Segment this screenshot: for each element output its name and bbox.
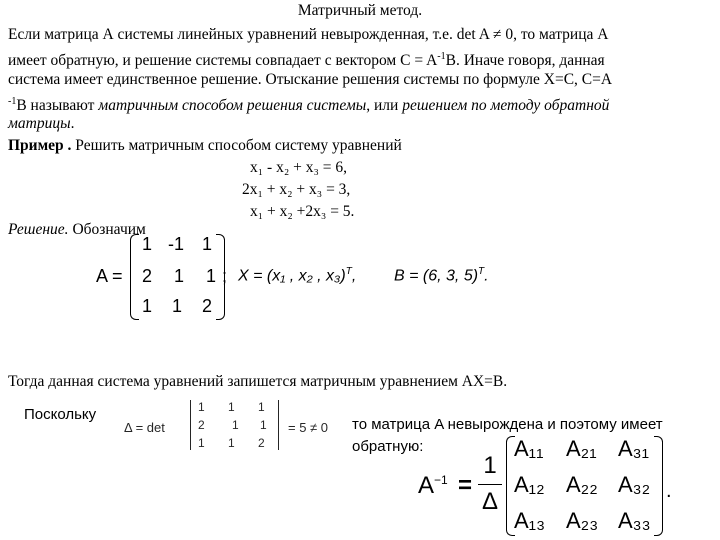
determinant-expression — [120, 398, 360, 452]
right-bracket — [654, 436, 663, 536]
paragraph-line-3: система имеет единственное решение. Отыскание решения системы по формуле X=C, C=A — [8, 71, 613, 88]
det-left-bar — [190, 400, 191, 450]
equation-2: 2x₁ + x₂ + x₃ = 3, — [242, 181, 351, 198]
example-line: Пример . Решить матричным способом систему уравнений — [8, 137, 402, 154]
cofactor-cell: A₂₂ — [566, 472, 598, 497]
cofactor-cell: A₂₁ — [566, 436, 597, 461]
det-prefix: Δ = det — [124, 420, 165, 435]
paragraph-line-4: $^{-1}$B называют матричным способом решения системы, или решением по методу обратной — [8, 96, 610, 115]
matrix-cell: 2 — [142, 266, 153, 286]
solution-line: Решение. Обозначим — [8, 221, 146, 238]
inverse-lhs: $A^{-1}$ — [418, 472, 448, 499]
det-cell: 1 — [258, 400, 265, 414]
det-cell: 1 — [228, 400, 235, 414]
det-cell: 1 — [232, 418, 239, 432]
paragraph-line-5: матрицы. — [8, 115, 75, 132]
cofactor-cell: A₁₁ — [514, 436, 544, 461]
det-cell: 2 — [198, 418, 205, 432]
trailing-dot: . — [666, 480, 672, 502]
matrix-cell: 1 — [174, 266, 185, 286]
fraction-bar — [478, 484, 502, 485]
inverse-equals: = — [458, 472, 473, 499]
det-cell: 1 — [260, 418, 267, 432]
vector-x-definition: X = (x₁ , x₂ , x₃)$^T$, — [238, 266, 357, 285]
cofactor-cell: A₁₃ — [514, 508, 546, 533]
matrix-cell: 1 — [142, 296, 153, 316]
separator: ; — [222, 266, 228, 286]
det-cell: 1 — [198, 436, 205, 450]
vector-b-definition: B = (6, 3, 5)$^T$. — [394, 266, 489, 285]
inverse-matrix-formula — [414, 432, 684, 538]
cofactor-cell: A₁₂ — [514, 472, 545, 497]
matrix-cell: 1 — [202, 234, 213, 254]
paragraph-line-1: Если матрица А системы линейных уравнений невырожденная, т.е. det A ≠ 0, то матрица А — [8, 26, 609, 43]
cofactor-cell: A₃₂ — [618, 472, 651, 497]
det-cell: 1 — [198, 400, 205, 414]
matrix-cell: 1 — [172, 296, 183, 316]
cofactor-cell: A₂₃ — [566, 508, 599, 533]
since-text-line-1: то матрица A невырождена и поэтому имеет — [352, 416, 663, 433]
paragraph-line-2: имеет обратную, и решение системы совпадает с вектором $C = A^{-1}B$. Иначе говоря, данная — [8, 51, 605, 70]
fraction-denominator: Δ — [481, 488, 499, 515]
matrix-cell: 1 — [142, 234, 153, 254]
equation-1: x₁ - x₂ + x₃ = 6, — [250, 159, 347, 176]
since-label: Поскольку — [24, 406, 97, 423]
matrix-a-definition — [96, 232, 516, 322]
equation-3: x₁ + x₂ +2x₃ = 5. — [250, 203, 355, 220]
matrix-cell: -1 — [168, 234, 185, 254]
det-cell: 2 — [258, 436, 265, 450]
det-right-bar — [278, 400, 279, 450]
matrix-equation-line: Тогда данная система уравнений запишется матричным уравнением AX=B. — [8, 373, 508, 390]
cofactor-cell: A₃₃ — [618, 508, 651, 533]
page-title: Матричный метод. — [297, 2, 423, 19]
det-cell: 1 — [228, 436, 235, 450]
det-result: = 5 ≠ 0 — [288, 420, 329, 435]
matrix-a-name: A = — [96, 266, 123, 286]
fraction-numerator: 1 — [483, 452, 497, 479]
since-text-line-2: обратную: — [352, 438, 424, 455]
left-bracket — [130, 234, 139, 320]
cofactor-cell: A₃₁ — [618, 436, 650, 461]
matrix-cell: 1 — [206, 266, 217, 286]
matrix-cell: 2 — [202, 296, 213, 316]
